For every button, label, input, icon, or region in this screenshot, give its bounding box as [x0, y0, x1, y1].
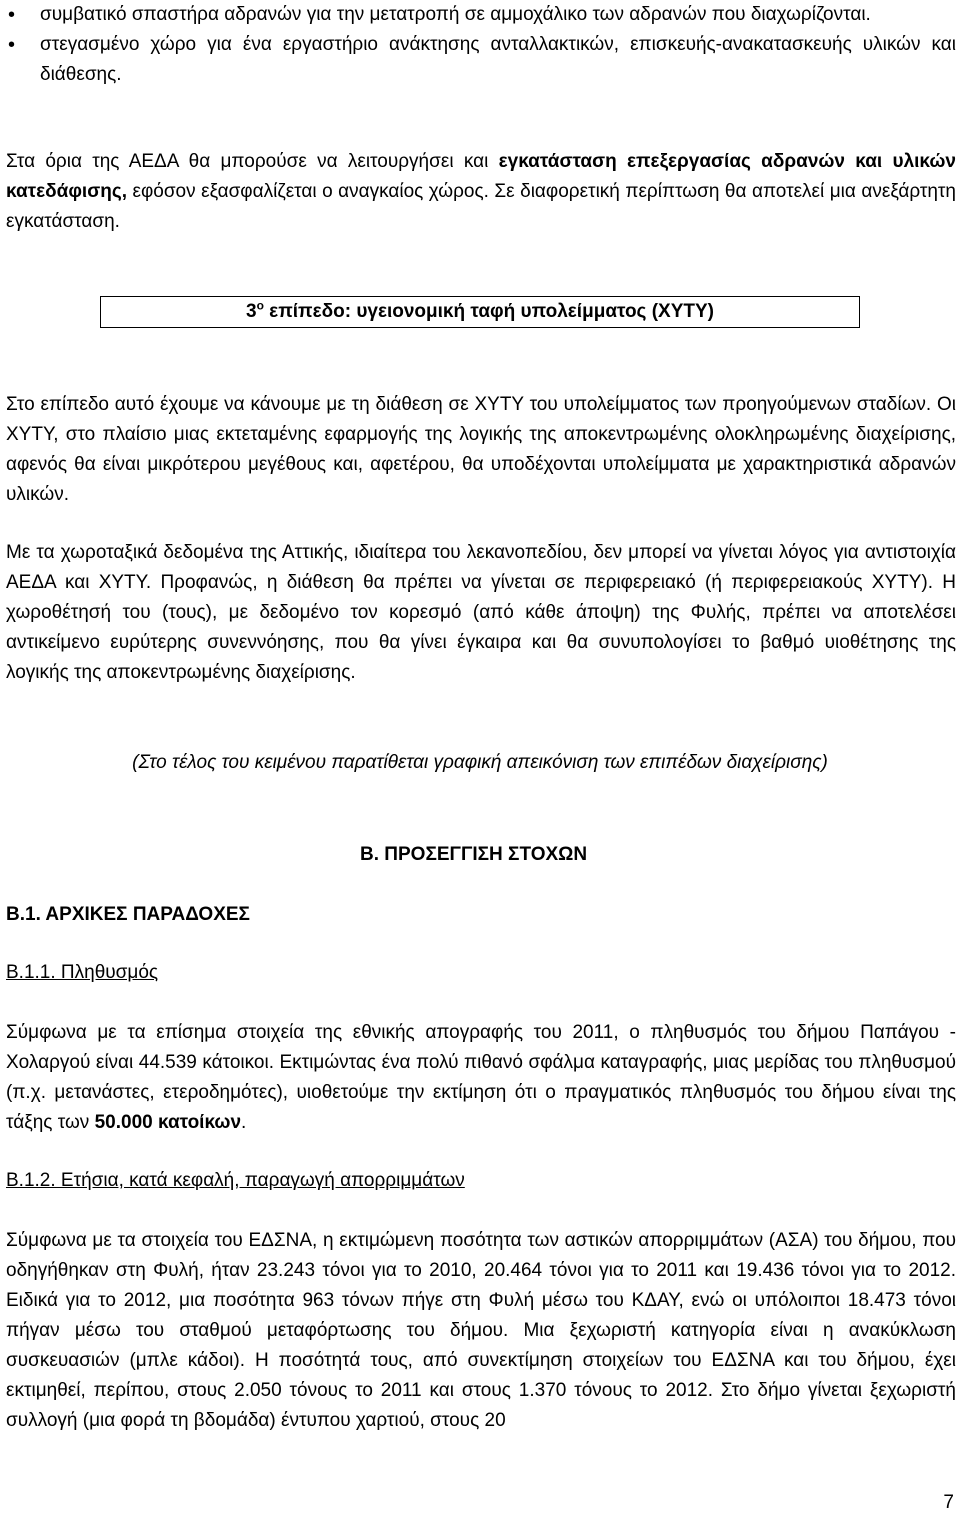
level-number: 3	[245, 301, 257, 322]
section-heading-b1: Β.1. ΑΡΧΙΚΕΣ ΠΑΡΑΔΟΧΕΣ	[6, 904, 250, 925]
bullet-item: • συμβατικό σπαστήρα αδρανών για την μετατροπή σε αμμοχάλικο των αδρανών που διαχωρίζονται.	[6, 0, 956, 30]
text-run: Σύμφωνα με τα επίσημα στοιχεία της εθνικής απογραφής του 2011, ο πληθυσμός του δήμου Παπάγου - Χολαργού είναι 44.539 κάτοικοι. Εκτιμώντας ένα πολύ πιθανό σφάλμα καταγραφής, μιας μερίδας του πληθυσμού (π.χ. μετανάστες, ετεροδημότες), υιοθετούμε την εκτίμηση ότι ο πραγματικός πληθυσμός του δήμου είναι της τάξης των	[6, 1022, 956, 1133]
subheading-waste: Β.1.2. Ετήσια, κατά κεφαλή, παραγωγή απορριμμάτων	[6, 1170, 465, 1191]
ordinal-sup: ο	[256, 298, 264, 313]
page-number: 7	[943, 1492, 954, 1513]
level-box-heading	[100, 296, 860, 328]
bold-text: εγκατάσταση επεξεργασίας αδρανών και υλικών κατεδάφισης,	[6, 151, 956, 202]
paragraph-population	[6, 1018, 956, 1138]
note-text: (Στο τέλος του κειμένου παρατίθεται γραφική απεικόνιση των επιπέδων διαχείρισης)	[132, 752, 828, 773]
paragraph-waste: Σύμφωνα με τα στοιχεία του ΕΔΣΝΑ, η εκτιμώμενη ποσότητα των αστικών απορριμμάτων (ΑΣΑ) του δήμου, που οδηγήθηκαν στη Φυλή, ήταν 23.243 τόνοι για το 2010, 20.464 τόνοι για το 2011 και 19.436 τόνοι για το 2012. Ειδικά για το 2012, μια ποσότητα 963 τόνων πήγε στη Φυλή μέσω του ΚΔΑΥ, ενώ οι υπόλοιποι 18.473 τόνοι πήγαν μέσω του σταθμού μεταφόρτωσης του δήμου. Μια ξεχωριστή κατηγορία είναι η ανακύκλωση συσκευασιών (μπλε κάδοι). Η ποσότητά τους, από συνεκτίμηση στοιχείων του ΕΔΣΝΑ και του δήμου, έχει εκτιμηθεί, περίπου, στους 2.050 τόνους το 2011 και στους 1.370 τόνους το 2012. Στο δήμο γίνεται ξεχωριστή συλλογή (μια φορά τη βδομάδα) έντυπου χαρτιού, στους 20	[6, 1230, 956, 1431]
text-run: εφόσον εξασφαλίζεται ο αναγκαίος χώρος. Σε διαφορετική περίπτωση θα αποτελεί μια ανεξάρτητη εγκατάσταση.	[6, 181, 956, 232]
subheading-population: Β.1.1. Πληθυσμός	[6, 962, 159, 983]
bold-text: 50.000 κατοίκων	[94, 1112, 242, 1133]
bullet-item: • στεγασμένο χώρο για ένα εργαστήριο ανάκτησης ανταλλακτικών, επισκευής-ανακατασκευής υλικών και διάθεσης.	[6, 30, 956, 90]
paragraph-facility	[6, 147, 956, 237]
bullet-list	[6, 0, 956, 90]
text-run: Στα όρια της ΑΕΔΑ θα μπορούσε να λειτουργήσει και	[6, 151, 499, 172]
text-run: .	[241, 1112, 247, 1133]
paragraph-xyty: Στο επίπεδο αυτό έχουμε να κάνουμε με τη διάθεση σε ΧΥΤΥ του υπολείμματος των προηγούμενων σταδίων. Οι ΧΥΤΥ, στο πλαίσιο μιας εκτεταμένης εφαρμογής της λογικής της αποκεντρωμένης ολοκληρωμένης διαχείρισης, αφενός θα είναι μικρότερου μεγέθους και, αφετέρου, θα υποδέχονται υπολείμματα με χαρακτηριστικά αδρανών υλικών.	[6, 394, 956, 505]
level-title: επίπεδο: υγειονομική ταφή υπολείμματος (ΧΥΤΥ)	[263, 301, 714, 322]
paragraph-attica: Με τα χωροταξικά δεδομένα της Αττικής, ιδιαίτερα του λεκανοπεδίου, δεν μπορεί να γίνεται λόγος για αντιστοιχία ΑΕΔΑ και ΧΥΤΥ. Προφανώς, η διάθεση θα πρέπει να γίνεται σε περιφερειακό (ή περιφερειακούς ΧΥΤΥ). Η χωροθέτησή του (τους), με δεδομένο τον κορεσμό (από κάθε άποψη) της Φυλής, πρέπει να αποτελέσει αντικείμενο ευρύτερης συνεννόησης, που θα γίνει έγκαιρα και θα συνυπολογίσει το βαθμό υιοθέτησης της λογικής της αποκεντρωμένης διαχείρισης.	[6, 542, 956, 683]
section-heading-b: Β. ΠΡΟΣΕΓΓΙΣΗ ΣΤΟΧΩΝ	[360, 844, 588, 865]
